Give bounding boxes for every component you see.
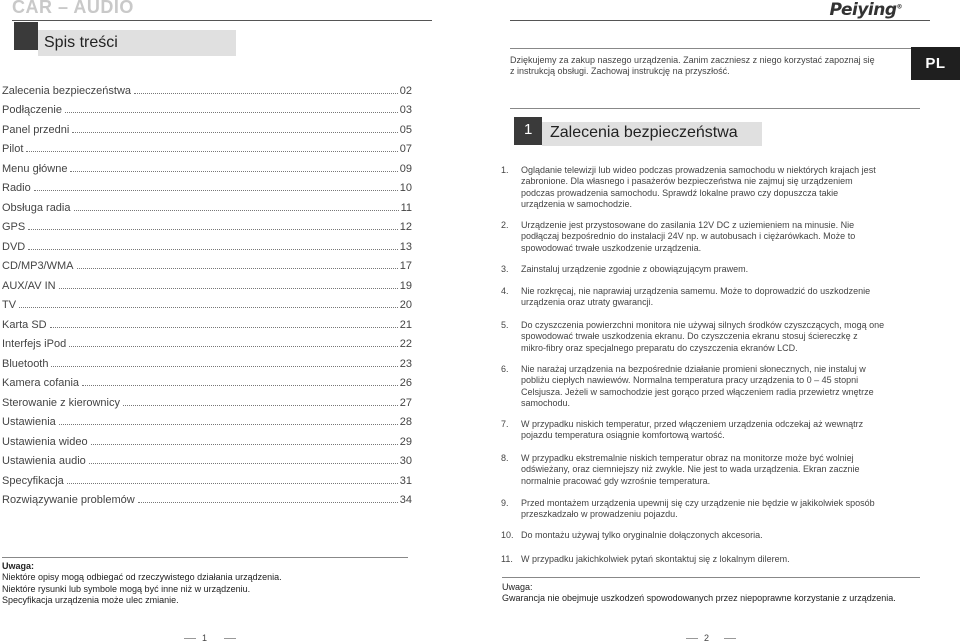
toc-entry[interactable] — [2, 233, 412, 253]
toc-entry[interactable] — [2, 97, 412, 117]
table-of-contents — [2, 77, 412, 506]
toc-entry-label: Zalecenia bezpieczeństwa — [2, 84, 132, 97]
safety-rule — [501, 419, 916, 442]
safety-rule-number: 7. — [501, 419, 509, 429]
safety-rule — [501, 264, 916, 275]
intro-line: z instrukcją obsługi. Zachowaj instrukcję na przyszłość. — [510, 66, 730, 76]
toc-entry-label: AUX/AV IN — [2, 279, 56, 292]
toc-leader-dots — [65, 112, 398, 113]
safety-rule — [501, 364, 916, 409]
toc-entry-label: Interfejs iPod — [2, 338, 67, 350]
safety-rule-line: Zainstaluj urządzenie zgodnie z obowiązującym prawem. — [521, 264, 749, 274]
registered-mark-icon: ® — [896, 3, 902, 11]
toc-entry[interactable] — [2, 253, 412, 273]
safety-rule-line: Urządzenie jest przystosowane do zasilania 12V DC z uziemieniem na minusie. Nie — [521, 220, 855, 230]
safety-rule-number: 11. — [501, 554, 513, 564]
safety-rule-line: spowodować trwałe uszkodzenia ekranu. Do czyszczenia ekranu stosuj ściereczkę z — [521, 331, 858, 342]
safety-rule-line: urządzenia oraz utraty gwarancji. — [521, 297, 654, 308]
toc-entry-label: Ustawienia — [2, 416, 56, 428]
safety-rule-line: zabronione. Dla własnego i pasażerów bezpieczeństwa nie zajmuj się urządzeniem — [521, 176, 853, 187]
toc-entry-page: 13 — [399, 240, 412, 253]
header-divider-left — [12, 20, 432, 21]
note-line: Niektóre opisy mogą odbiegać od rzeczywistego działania urządzenia. — [2, 572, 282, 582]
safety-rule — [501, 498, 916, 521]
page-number-right: 2 — [704, 633, 710, 643]
toc-leader-dots — [77, 268, 398, 269]
safety-rule-line: mikro-fibry oraz specjalnego preparatu do czyszczenia ekranów LCD. — [521, 342, 798, 353]
toc-entry-page: 27 — [399, 396, 412, 409]
toc-entry[interactable] — [2, 428, 412, 448]
toc-entry-page: 11 — [400, 201, 412, 214]
safety-rule — [501, 286, 916, 309]
toc-entry-label: Bluetooth — [2, 357, 49, 370]
toc-leader-dots — [67, 483, 398, 484]
toc-entry[interactable] — [2, 136, 412, 156]
safety-rule-number: 10. — [501, 530, 514, 540]
note-text — [2, 572, 282, 607]
toc-leader-dots — [123, 405, 398, 406]
toc-entry-page: 22 — [399, 338, 412, 350]
safety-rule — [501, 530, 916, 541]
toc-leader-dots — [91, 444, 398, 445]
toc-entry-label: Karta SD — [2, 318, 47, 331]
toc-entry-label: Radio — [2, 182, 31, 194]
intro-line: Dziękujemy za zakup naszego urządzenia. Zanim zaczniesz z niego korzystać zapoznaj się — [510, 55, 875, 65]
safety-rule-line: W przypadku jakichkolwiek pytań skontaktuj się z lokalnym dilerem. — [521, 554, 790, 564]
safety-rule — [501, 554, 916, 565]
safety-rule-line: Przed montażem urządzenia upewnij się czy urządzenie nie będzie w jakikolwiek sposób — [521, 498, 875, 508]
toc-entry-label: DVD — [2, 240, 26, 253]
safety-rule-line: spowodować trwałe uszkodzenie urządzenia. — [521, 242, 702, 253]
toc-entry[interactable] — [2, 409, 412, 429]
toc-entry-page: 02 — [399, 84, 412, 97]
toc-entry-label: Ustawienia wideo — [2, 435, 88, 448]
safety-rule-line: podłączaj bezpośrednio do instalacji 24V np. w autobusach i ciężarówkach. Może to — [521, 231, 856, 242]
toc-entry-label: TV — [2, 299, 17, 311]
toc-leader-dots — [34, 190, 398, 191]
toc-entry-label: GPS — [2, 221, 26, 233]
toc-leader-dots — [138, 502, 398, 503]
safety-rule-line: Do czyszczenia powierzchni monitora nie używaj silnych środków czyszczących, mogą one — [521, 320, 885, 330]
safety-rule — [501, 453, 916, 487]
toc-entry-label: Ustawienia audio — [2, 455, 86, 467]
toc-leader-dots — [74, 210, 399, 211]
toc-entry[interactable] — [2, 389, 412, 409]
safety-rule — [501, 320, 916, 354]
toc-marker — [14, 22, 38, 50]
note-line: Specyfikacja urządzenia może ulec zmianie. — [2, 595, 179, 605]
toc-entry[interactable] — [2, 350, 412, 370]
toc-entry-label: Panel przedni — [2, 123, 70, 136]
toc-entry[interactable] — [2, 292, 412, 312]
safety-rule-line: Nie narażaj urządzenia na bezpośrednie działanie promieni słonecznych, nie instaluj w — [521, 364, 866, 374]
toc-heading: Spis treści — [44, 34, 118, 51]
toc-entry-label: Menu główne — [2, 162, 68, 175]
safety-rule-number: 6. — [501, 364, 509, 374]
toc-entry[interactable] — [2, 155, 412, 175]
warranty-divider — [502, 577, 920, 578]
toc-entry-page: 23 — [399, 357, 412, 370]
toc-leader-dots — [50, 327, 398, 328]
note-title: Uwaga: — [2, 561, 35, 571]
intro-divider — [510, 48, 911, 49]
toc-entry[interactable] — [2, 370, 412, 390]
toc-entry-label: Podłączenie — [2, 104, 62, 116]
safety-rule-number: 8. — [501, 453, 509, 463]
toc-leader-dots — [72, 132, 397, 133]
toc-leader-dots — [59, 424, 398, 425]
toc-leader-dots — [28, 249, 398, 250]
toc-entry-page: 29 — [399, 435, 412, 448]
toc-leader-dots — [69, 346, 398, 347]
toc-entry-label: CD/MP3/WMA — [2, 260, 74, 272]
toc-entry-page: 20 — [399, 299, 412, 311]
toc-entry-page: 28 — [399, 416, 412, 428]
safety-rule-line: odświeżany, oraz ciemniejszy niż zwykle. Nie jest to wada urządzenia. Ekran zacznie — [521, 464, 860, 475]
toc-leader-dots — [82, 385, 398, 386]
language-badge: PL — [911, 47, 960, 80]
safety-rule — [501, 220, 916, 254]
safety-rule-line: urządzenia w samochodzie. — [521, 198, 633, 209]
toc-entry-label: Specyfikacja — [2, 474, 64, 487]
toc-entry-page: 19 — [399, 279, 412, 292]
toc-leader-dots — [59, 288, 398, 289]
intro-text — [510, 55, 900, 77]
toc-entry-label: Rozwiązywanie problemów — [2, 494, 135, 506]
section-divider — [510, 108, 920, 109]
page-number-dash — [686, 638, 698, 639]
toc-entry[interactable] — [2, 467, 412, 487]
toc-entry-page: 09 — [399, 162, 412, 175]
safety-rule — [501, 165, 916, 210]
safety-rule-line: normalnie pracować gdy wzrośnie temperatura. — [521, 475, 711, 486]
safety-rule-line: przeszkadzało w prowadzeniu pojazdu. — [521, 509, 678, 520]
toc-entry[interactable] — [2, 331, 412, 351]
toc-leader-dots — [28, 229, 398, 230]
toc-leader-dots — [70, 171, 397, 172]
safety-rule-number: 3. — [501, 264, 509, 274]
header-divider-right — [510, 20, 930, 21]
toc-entry-page: 31 — [399, 474, 412, 487]
toc-leader-dots — [51, 366, 397, 367]
safety-rule-line: W przypadku niskich temperatur, przed włączeniem urządzenia odczekaj aż wewnątrz — [521, 419, 864, 429]
section-title: Zalecenia bezpieczeństwa — [550, 124, 738, 141]
safety-rule-line: Oglądanie telewizji lub wideo podczas prowadzenia samochodu w niektórych krajach jest — [521, 165, 876, 175]
toc-leader-dots — [19, 307, 398, 308]
toc-entry-page: 10 — [399, 182, 412, 194]
toc-entry[interactable] — [2, 272, 412, 292]
safety-rule-line: podczas prowadzenia samochodu. Sprawdź lokalne prawo czy dopuszcza takie — [521, 187, 839, 198]
toc-entry-label: Pilot — [2, 143, 24, 155]
page-number-dash — [184, 638, 196, 639]
page-number-left: 1 — [202, 633, 208, 643]
toc-entry-page: 30 — [399, 455, 412, 467]
page-number-dash — [224, 638, 236, 639]
safety-rule-number: 9. — [501, 498, 509, 508]
toc-entry[interactable] — [2, 175, 412, 195]
toc-entry-page: 03 — [399, 104, 412, 116]
safety-rule-line: Nie rozkręcaj, nie naprawiaj urządzenia samemu. Może to doprowadzić do uszkodzenie — [521, 286, 871, 296]
toc-leader-dots — [89, 463, 398, 464]
safety-rule-number: 4. — [501, 286, 509, 296]
toc-entry-label: Sterowanie z kierownicy — [2, 396, 120, 409]
toc-entry[interactable] — [2, 311, 412, 331]
toc-entry-page: 12 — [399, 221, 412, 233]
safety-rule-line: W przypadku ekstremalnie niskich temperatur obraz na monitorze może być wolniej — [521, 453, 854, 463]
toc-entry-page: 05 — [399, 123, 412, 136]
toc-leader-dots — [134, 93, 398, 94]
logo-text: Peiying — [829, 0, 897, 20]
toc-entry[interactable] — [2, 214, 412, 234]
toc-leader-dots — [26, 151, 397, 152]
toc-entry-page: 26 — [399, 377, 412, 389]
safety-rule-number: 5. — [501, 320, 509, 330]
toc-entry[interactable] — [2, 448, 412, 468]
safety-rule-line: pojazdu temperatura osiągnie komfortową wartość. — [521, 430, 725, 441]
safety-rule-number: 2. — [501, 220, 509, 230]
safety-rule-line: samochodu. — [521, 397, 571, 408]
warranty-text: Gwarancja nie obejmuje uszkodzeń spowodowanych przez niepoprawne korzystanie z urządzenia. — [502, 593, 896, 603]
toc-entry-page: 17 — [399, 260, 412, 272]
toc-entry[interactable] — [2, 487, 412, 507]
toc-entry-label: Kamera cofania — [2, 377, 80, 389]
safety-rule-line: Celsjusza. Jeżeli w samochodzie jest gorąco przed włączeniem radia przewietrz wnętrze — [521, 386, 874, 397]
note-line: Niektóre rysunki lub symbole mogą być inne niż w urządzeniu. — [2, 583, 251, 594]
section-number: 1 — [524, 121, 533, 138]
toc-entry-page: 21 — [399, 318, 412, 331]
toc-entry-label: Obsługa radia — [2, 201, 71, 214]
warranty-title: Uwaga: — [502, 582, 533, 592]
toc-entry-page: 07 — [399, 143, 412, 155]
page-number-dash — [724, 638, 736, 639]
safety-rule-number: 1. — [501, 165, 509, 175]
peiying-logo — [829, 0, 902, 20]
toc-entry[interactable] — [2, 116, 412, 136]
safety-rule-line: Do montażu używaj tylko oryginalnie dołączonych akcesoria. — [521, 530, 763, 540]
toc-entry[interactable] — [2, 194, 412, 214]
toc-entry-page: 34 — [399, 494, 412, 506]
toc-entry[interactable] — [2, 77, 412, 97]
note-divider — [2, 557, 408, 558]
brand-title: CAR – AUDIO — [12, 0, 134, 17]
safety-rule-line: pobliżu ciepłych nawiewów. Normalna temperatura pracy urządzenia to 0 – 45 stopni — [521, 375, 859, 386]
